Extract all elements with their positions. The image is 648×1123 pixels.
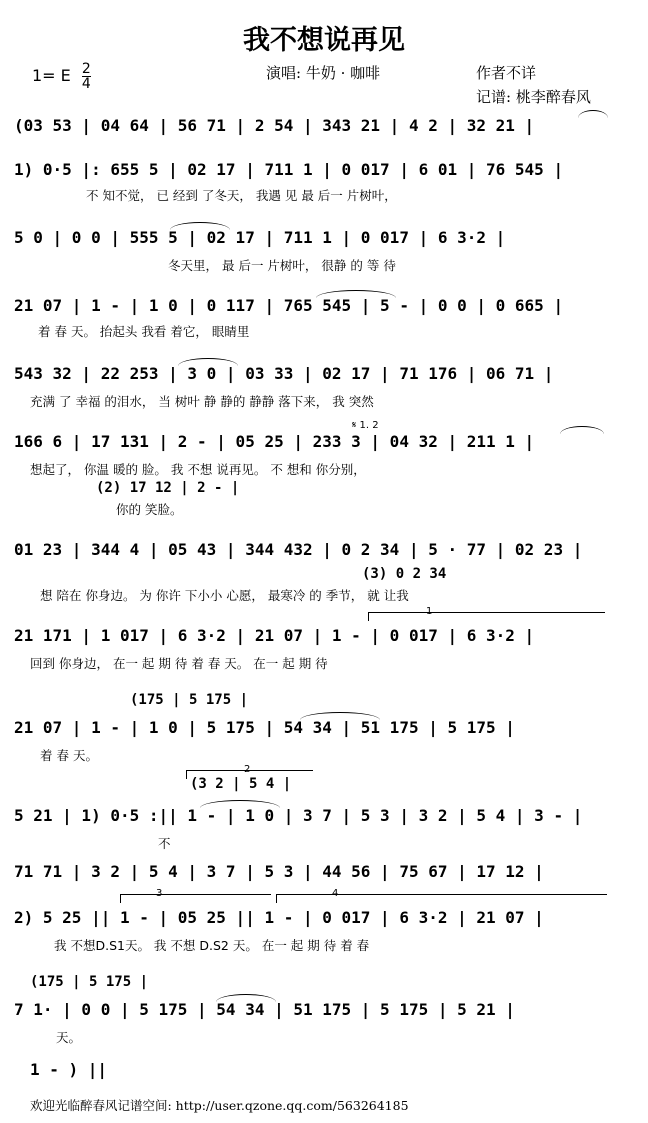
score-line: (03 53 | 04 64 | 56 71 | 2 54 | 343 21 | 4 2 | 32 21 |	[14, 116, 535, 135]
key-label: 1= E	[32, 66, 71, 85]
upper-notes: (3 2 | 5 4 |	[190, 776, 292, 792]
volta3-alt-notes: (3) 0 2 34	[362, 566, 447, 582]
score-line: 01 23 | 344 4 | 05 43 | 344 432 | 0 2 34 | 5 · 77 | 02 23 |	[14, 540, 583, 559]
lyric-line: 不 知不觉， 已 经到 了冬天， 我遇 见 最 后一 片树叶，	[86, 188, 397, 203]
slur-mark	[300, 712, 380, 720]
lyric-line: 不	[158, 836, 171, 851]
slur-mark	[170, 222, 230, 230]
lyric-line: 我 不想D.S1天。 我 不想 D.S2 天。 在一 起 期 待 着 春	[54, 938, 370, 953]
volta-1-label: 1	[426, 606, 433, 617]
score-line: (2) 17 12 | 2 - |	[96, 480, 240, 496]
time-signature	[82, 62, 91, 91]
volta-bracket-3	[120, 894, 271, 903]
volta-2-label: 2	[244, 764, 251, 775]
slur-mark	[178, 358, 238, 366]
slur-mark	[216, 994, 276, 1002]
score-line: 7 1· | 0 0 | 5 175 | 54 34 | 51 175 | 5 175 | 5 21 |	[14, 1000, 515, 1019]
lyric-line: 着 春 天。 抬起头 我看 着它， 眼睛里	[38, 324, 250, 339]
upper-notes: (175 | 5 175 |	[30, 974, 149, 990]
slur-mark	[578, 110, 608, 118]
key-signature	[32, 62, 91, 91]
score-line: 21 171 | 1 017 | 6 3·2 | 21 07 | 1 - | 0 017 | 6 3·2 |	[14, 626, 535, 645]
composer-credit: 作者不详	[476, 64, 537, 82]
score-line: 2) 5 25 || 1 - | 05 25 || 1 - | 0 017 | 6 3·2 | 21 07 |	[14, 908, 544, 927]
lyric-line: 天。	[56, 1030, 82, 1045]
score-line: 1 - ) ||	[30, 1060, 108, 1079]
lyric-line: 冬天里， 最 后一 片树叶， 很静 的 等 待	[168, 258, 396, 273]
score-line: 5 0 | 0 0 | 555 5 | 02 17 | 711 1 | 0 017 | 6 3·2 |	[14, 228, 506, 247]
volta-3-label: 3	[156, 888, 163, 899]
lyric-line: 着 春 天。	[40, 748, 98, 763]
transcriber-credit: 记谱: 桃李醉春风	[476, 88, 591, 106]
slur-mark	[560, 426, 604, 434]
volta-bracket-4	[276, 894, 607, 903]
slur-mark	[200, 800, 280, 808]
time-signature-top: 2	[81, 61, 91, 77]
upper-notes: (175 | 5 175 |	[130, 692, 249, 708]
lyric-line: 回到 你身边， 在一 起 期 待 着 春 天。 在一 起 期 待	[30, 656, 328, 671]
slur-mark	[316, 290, 396, 298]
score-line: 5 21 | 1) 0·5 :|| 1 - | 1 0 | 3 7 | 5 3 | 3 2 | 5 4 | 3 - |	[14, 806, 583, 825]
lyric-line: 充满 了 幸福 的泪水， 当 树叶 静 静的 静静 落下来， 我 突然	[30, 394, 374, 409]
segno-marker: 𝄋 1. 2	[352, 420, 379, 431]
volta-4-label: 4	[332, 888, 339, 899]
footer-note: 欢迎光临醉春风记谱空间: http://user.qzone.qq.com/563264185	[30, 1098, 409, 1113]
volta-bracket-1	[368, 612, 605, 621]
score-line: 1) 0·5 |: 655 5 | 02 17 | 711 1 | 0 017 | 6 01 | 76 545 |	[14, 160, 564, 179]
time-signature-bottom: 4	[81, 76, 91, 92]
score-line: 166 6 | 17 131 | 2 - | 05 25 | 233 3 | 04 32 | 211 1 |	[14, 432, 535, 451]
score-line: 543 32 | 22 253 | 3 0 | 03 33 | 02 17 | 71 176 | 06 71 |	[14, 364, 554, 383]
lyric-line: 你的 笑脸。	[116, 502, 183, 517]
song-title: 我不想说再见	[243, 25, 405, 56]
singer-credit: 演唱: 牛奶 · 咖啡	[266, 64, 381, 82]
score-line: 71 71 | 3 2 | 5 4 | 3 7 | 5 3 | 44 56 | 75 67 | 17 12 |	[14, 862, 544, 881]
lyric-line: 想起了， 你温 暖的 脸。 我 不想 说再见。 不 想和 你分别，	[30, 462, 366, 477]
lyric-line: 想 陪在 你身边。 为 你许 下小小 心愿， 最寒冷 的 季节， 就 让我	[40, 588, 409, 603]
score-line: 21 07 | 1 - | 1 0 | 5 175 | 54 34 | 51 175 | 5 175 |	[14, 718, 515, 737]
score-line: 21 07 | 1 - | 1 0 | 0 117 | 765 545 | 5 - | 0 0 | 0 665 |	[14, 296, 564, 315]
